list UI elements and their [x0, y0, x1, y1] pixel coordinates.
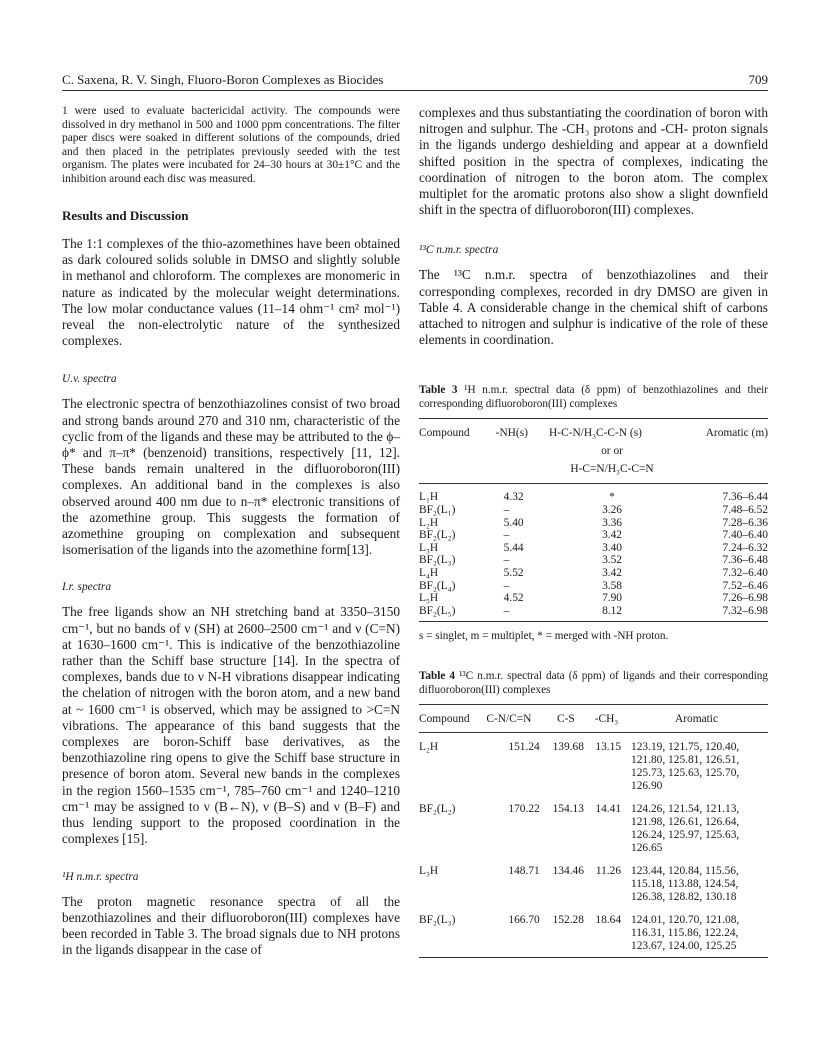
table4-cell: 14.41: [595, 803, 622, 816]
table3-cell: 4.32: [503, 491, 524, 504]
aromatic-shift-line: 115.18, 113.88, 124.54,: [631, 878, 739, 891]
table-row: [419, 733, 768, 798]
table4-cell: 152.28: [552, 914, 584, 927]
hnmr-heading: ¹H n.m.r. spectra: [62, 870, 139, 883]
uv-heading: U.v. spectra: [62, 373, 117, 386]
table3-cell: 7.48–6.52: [722, 504, 768, 517]
table4-cell: BF₂(L₂): [419, 803, 456, 816]
table3-cell: BF₂(L₁): [419, 504, 456, 517]
table3-cell: 3.58: [602, 579, 622, 592]
aromatic-shift-line: 121.80, 125.81, 126.51,: [631, 754, 740, 767]
table3-body: [419, 484, 768, 617]
table3-top-rule: [419, 418, 768, 419]
table3-col-header: H-C-N/H₃C-C-N (s): [549, 427, 642, 440]
page-number: 709: [748, 72, 768, 87]
table4-cell: 148.71: [508, 865, 540, 878]
table3-cell: 7.36–6.48: [722, 554, 768, 567]
aromatic-shift-line: 123.44, 120.84, 115.56,: [631, 865, 739, 878]
table4-header-row: [419, 705, 768, 733]
table3-subheader-row: [419, 459, 768, 484]
table3-subheader-row: [419, 441, 768, 459]
table3-cell: 3.26: [602, 504, 622, 517]
table3-bottom-rule: [419, 621, 768, 622]
table4-aromatic-cell: [625, 908, 768, 957]
table3-cell: 5.44: [503, 541, 524, 554]
table4-cell: 151.24: [508, 741, 540, 754]
table4-cell: 139.68: [552, 741, 584, 754]
table-row: [419, 908, 768, 957]
table4-cell: L₃H: [419, 865, 439, 878]
table3-subheader-alt: H-C=N/H₃C-C=N: [570, 463, 654, 476]
table3-cell: L₃H: [419, 541, 439, 554]
table4-col-header: Aromatic: [675, 713, 719, 726]
table3-grid: [419, 421, 768, 617]
table3-col-header: Compound: [419, 427, 470, 440]
aromatic-shift-line: 123.67, 124.00, 125.25: [631, 940, 737, 953]
table-row: [419, 554, 768, 567]
table3-cell: 3.40: [602, 541, 622, 554]
table3-cell: 3.36: [602, 516, 622, 529]
table3-cell: 7.26–6.98: [722, 592, 768, 605]
table3-cell: 7.32–6.98: [722, 604, 768, 617]
aromatic-shift-line: 124.01, 120.70, 121.08,: [631, 914, 740, 927]
table4-grid: [419, 705, 768, 957]
table3-cell: L₅H: [419, 592, 439, 605]
table-row: [419, 529, 768, 542]
results-heading: Results and Discussion: [62, 208, 189, 223]
table3-cell: 7.52–6.46: [722, 579, 768, 592]
table3-cell: 5.52: [503, 567, 524, 579]
table3-cell: –: [503, 604, 510, 617]
left-column: [62, 105, 400, 958]
table4-label: Table 4: [419, 670, 455, 683]
table3: [419, 384, 768, 642]
methods-paragraph: 1 were used to evaluate bactericidal activity. The compounds were dissolved in dry methanol in 500 and 1000 ppm concentrations. The filter paper discs were soaked in different solutions of the compounds, dried and then placed in the petriplates previously seeded with the test organism. The plates were incubated for 24–30 hours at 30±1°C and the inhibition around each disc was measured.: [62, 105, 400, 185]
table3-cell: 7.28–6.36: [722, 516, 768, 529]
table3-cell: –: [503, 579, 510, 592]
table3-cell: 3.42: [602, 529, 622, 542]
table4-bottom-rule: [419, 957, 768, 958]
table-row: [419, 504, 768, 517]
table3-cell: –: [503, 529, 510, 542]
table4-cell: 18.64: [595, 914, 622, 927]
table4-cell: L₂H: [419, 741, 439, 754]
table-row: [419, 484, 768, 504]
table3-col-header: -NH(s): [495, 427, 528, 440]
table3-cell: –: [503, 504, 510, 517]
header-rule: [62, 90, 768, 91]
table3-cell: –: [503, 554, 510, 567]
table4-cell: 11.26: [595, 865, 622, 878]
table-row: [419, 580, 768, 593]
table4-aromatic-cell: [625, 859, 768, 908]
table4-cell: 134.46: [552, 865, 584, 878]
ir-paragraph: The free ligands show an NH stretching band at 3350–3150 cm⁻¹, but no bands of ν (SH) at 2600–2500 cm⁻¹ and ν (C=N) at 1630–1600 cm⁻¹. This is indicative of the benzothiazoline rather than the Schiff base structure [14]. In the spectra of complexes, bands due to ν N-H vibrations disappear indicating the chelation of nitrogen with the boron atom, and a new band at ~ 1600 cm⁻¹ is observed, which may be assigned to >C=N vibrations. The appearance of this band suggests that the complexes are boron-Schiff base derivatives, as the benzothiazoline ring opens to give the Schiff base structure in presence of boron atom. Several new bands in the complexes in the region 1560–1535 cm⁻¹, 785–760 cm⁻¹ and 1240–1210 cm⁻¹ may be assigned to ν (B←N), ν (B–S) and ν (B–F) and thus lending support to the proposed coordination in the complexes [15].: [62, 604, 400, 847]
uv-paragraph: The electronic spectra of benzothiazolines consist of two broad and strong bands around 270 and 310 nm, characteristic of the cyclic from of the ligands and these may be attributed to the ϕ–ϕ* and π–π* (benzenoid) transitions, respectively [11, 12]. These bands remain unaltered in the difluoroboron(III) complexes. An additional band in the complexes is also observed around 400 nm due to n–π* electronic transitions of the azomethine group. This suggests the formation of azomethine grouping on complexation and subsequent isomerisation of the ligands into the azomethine form[13].: [62, 396, 400, 558]
table3-cell: L₂H: [419, 516, 439, 529]
aromatic-shift-line: 125.73, 125.63, 125.70,: [631, 767, 740, 780]
table4-col-header: Compound: [419, 713, 470, 726]
table4-col-header: C-N/C=N: [486, 713, 532, 726]
table-row: [419, 797, 768, 859]
table4-caption: Table 4 ¹³C n.m.r. spectral data (δ ppm) of ligands and their corresponding difluoroboron(III) complexes: [419, 670, 768, 696]
hnmr-continued-paragraph: complexes and thus substantiating the coordination of boron with nitrogen and sulphur. The -CH₃ protons and -CH- proton signals in the ligands undergo deshielding and appear at a downfield shifted position in the spectra of complexes, indicating the coordination of nitrogen to the boron atom. The complex multiplet for the aromatic protons also show a slight downfield shift in the spectra of difluoroboron(III) complexes.: [419, 105, 768, 218]
table3-cell: BF₂(L₂): [419, 529, 456, 542]
table4: [419, 670, 768, 958]
table4-body: [419, 733, 768, 958]
table3-label: Table 3: [419, 384, 458, 397]
table4-cell: 170.22: [508, 803, 540, 816]
table-row: [419, 567, 768, 580]
ir-heading: I.r. spectra: [62, 581, 112, 594]
right-column: [419, 105, 768, 958]
table4-aromatic-cell: [625, 797, 768, 859]
table3-cell: 5.40: [503, 516, 524, 529]
table-row: [419, 542, 768, 555]
table3-cell: 4.52: [503, 592, 524, 605]
table4-cell: 13.15: [595, 741, 622, 754]
results-paragraph: The 1:1 complexes of the thio-azomethines have been obtained as dark coloured solids soluble in DMSO and slightly soluble in methanol and chloroform. The complexes are monomeric in nature as indicated by the molecular weight determinations. The low molar conductance values (11–14 ohm⁻¹ cm² mol⁻¹) reveal the non-electrolytic nature of the synthesized complexes.: [62, 236, 400, 349]
hnmr-paragraph: The proton magnetic resonance spectra of all the benzothiazolines and their difluoroboron(III) complexes have been recorded in Table 3. The broad signals due to NH protons in the ligands disappear in the case of: [62, 893, 400, 958]
table3-cell: BF₂(L₅): [419, 604, 456, 617]
table4-col-header: -CH₃: [594, 713, 619, 726]
aromatic-shift-line: 126.24, 125.97, 125.63,: [631, 829, 740, 842]
table3-cell: 7.90: [602, 592, 622, 605]
table3-cell: 8.12: [602, 604, 622, 617]
aromatic-shift-line: 116.31, 115.86, 122.24,: [631, 927, 739, 940]
table-row: [419, 517, 768, 530]
running-header: [62, 72, 768, 88]
table3-cell: 7.36–6.44: [722, 491, 768, 504]
table3-cell: 3.42: [602, 567, 622, 579]
cnmr-paragraph: The ¹³C n.m.r. spectra of benzothiazolines and their corresponding complexes, recorded in dry DMSO are given in Table 4. A considerable change in the chemical shift of carbons attached to nitrogen and sulphur is indicative of the role of these elements in coordination.: [419, 267, 768, 348]
table3-cell: BF₂(L₄): [419, 579, 456, 592]
table3-cell: 3.52: [602, 554, 622, 567]
table4-cell: 154.13: [552, 803, 584, 816]
table-row: [419, 859, 768, 908]
table3-footnote: s = singlet, m = multiplet, * = merged with -NH proton.: [419, 630, 669, 643]
aromatic-shift-line: 126.38, 128.82, 130.18: [631, 891, 737, 904]
table3-subheader-or: or or: [601, 445, 623, 458]
table4-aromatic-cell: [625, 733, 768, 798]
table3-cell: 7.40–6.40: [722, 529, 768, 542]
cnmr-heading: ¹³C n.m.r. spectra: [419, 244, 499, 257]
table3-caption: Table 3 ¹H n.m.r. spectral data (δ ppm) of benzothiazolines and their corresponding difluoroboron(III) complexes: [419, 384, 768, 410]
table3-col-header: Aromatic (m): [705, 427, 768, 440]
table3-cell: 7.32–6.40: [722, 567, 768, 579]
aromatic-shift-line: 126.65: [631, 842, 663, 855]
table4-cell: BF₂(L₃): [419, 914, 456, 927]
table3-header-row: [419, 421, 768, 441]
table4-col-header: C-S: [556, 713, 575, 726]
aromatic-shift-line: 123.19, 121.75, 120.40,: [631, 741, 740, 754]
table3-cell: L₁H: [419, 491, 439, 504]
running-title: C. Saxena, R. V. Singh, Fluoro-Boron Complexes as Biocides: [62, 72, 384, 87]
aromatic-shift-line: 121.98, 126.61, 126.64,: [631, 816, 740, 829]
table-row: [419, 605, 768, 618]
table4-cell: 166.70: [508, 914, 540, 927]
table3-cell: *: [609, 491, 615, 504]
aromatic-shift-line: 124.26, 121.54, 121.13,: [631, 803, 740, 816]
table3-cell: 7.24–6.32: [722, 541, 768, 554]
table3-cell: L₄H: [419, 567, 439, 579]
aromatic-shift-line: 126.90: [631, 780, 663, 793]
table3-cell: BF₂(L₃): [419, 554, 456, 567]
table-row: [419, 592, 768, 605]
